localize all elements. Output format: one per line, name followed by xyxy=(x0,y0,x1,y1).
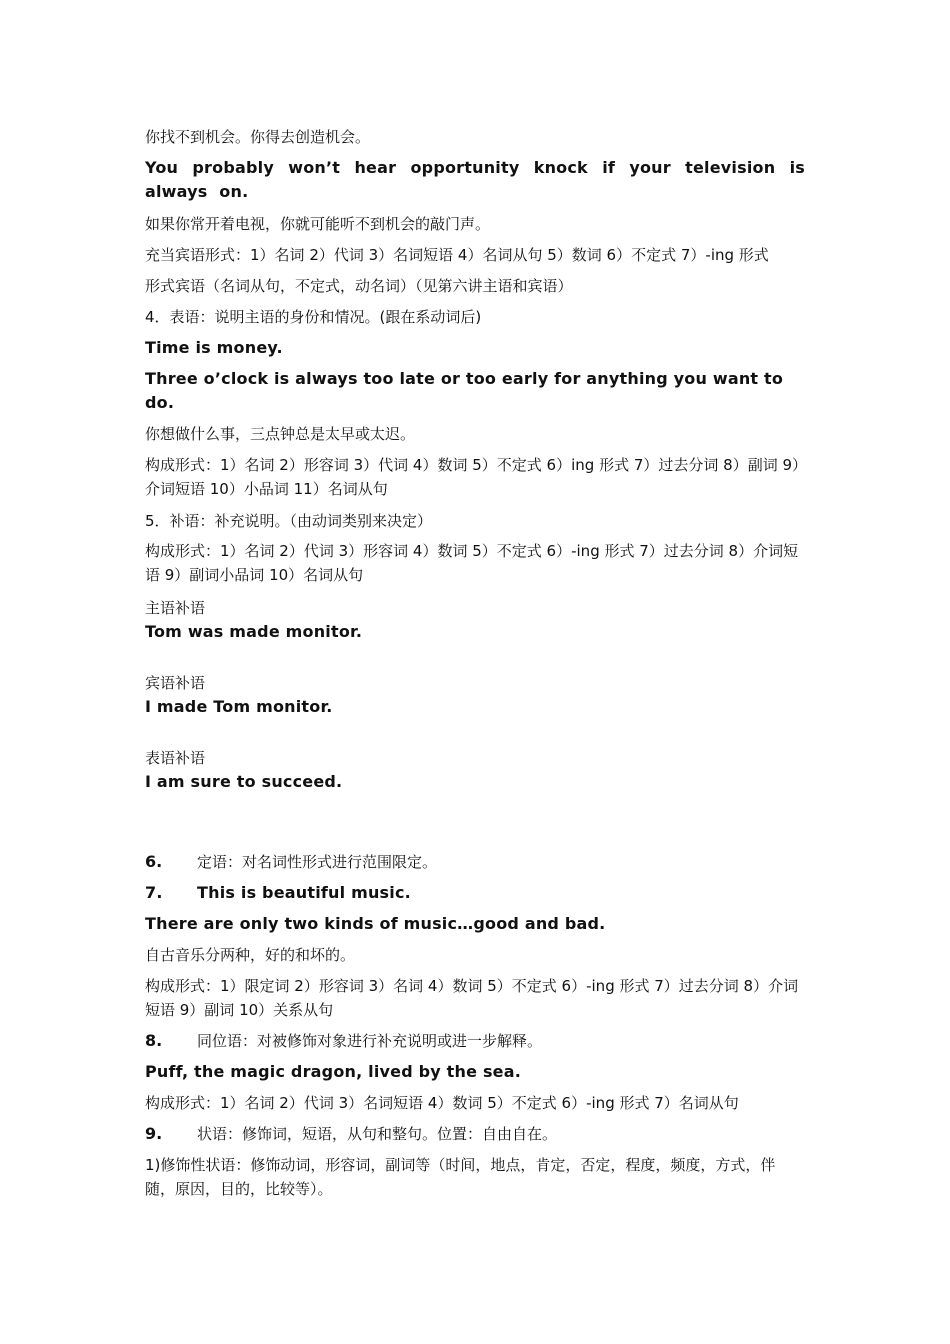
english-example: You probably won’t hear opportunity knock if your television is always on. xyxy=(145,158,805,201)
english-example: Tom was made monitor. xyxy=(145,622,363,641)
form-list: 充当宾语形式：1）名词 2）代词 3）名词短语 4）名词从句 5）数词 6）不定式 7）-ing 形式 xyxy=(145,246,769,264)
form-list: 构成形式：1）限定词 2）形容词 3）名词 4）数词 5）不定式 6）-ing 形式 7）过去分词 8）介词短语 9）副词 10）关系从句 xyxy=(145,977,799,1019)
subheading: 表语补语 xyxy=(145,749,206,767)
english-example: Three o’clock is always too late or too early for anything you want to do. xyxy=(145,369,784,412)
numbered-item xyxy=(145,850,805,874)
section-heading-complement: 5．补语：补充说明。（由动词类别来决定） xyxy=(145,512,433,530)
english-example: Time is money. xyxy=(145,338,283,357)
numbered-item xyxy=(145,1029,805,1053)
note-line: 形式宾语（名词从句，不定式，动名词）（见第六讲主语和宾语） xyxy=(145,277,573,295)
item-number: 8. xyxy=(145,1031,163,1050)
numbered-item xyxy=(145,881,805,905)
item-text: 同位语：对被修饰对象进行补充说明或进一步解释。 xyxy=(197,1032,543,1050)
chinese-translation: 你想做什么事，三点钟总是太早或太迟。 xyxy=(145,425,416,443)
item-text: 状语：修饰词，短语，从句和整句。位置：自由自在。 xyxy=(197,1125,558,1143)
chinese-translation: 你找不到机会。你得去创造机会。 xyxy=(145,128,371,146)
item-number: 6. xyxy=(145,852,163,871)
item-text: This is beautiful music. xyxy=(197,883,411,902)
section-heading-predicative: 4．表语：说明主语的身份和情况。(跟在系动词后) xyxy=(145,308,482,326)
english-example: I made Tom monitor. xyxy=(145,697,333,716)
numbered-item xyxy=(145,1122,805,1146)
english-example: I am sure to succeed. xyxy=(145,772,343,791)
subheading: 宾语补语 xyxy=(145,674,206,692)
form-list: 构成形式：1）名词 2）代词 3）名词短语 4）数词 5）不定式 6）-ing 形式 7）名词从句 xyxy=(145,1094,739,1112)
english-example: Puff, the magic dragon, lived by the sea. xyxy=(145,1062,521,1081)
item-number: 9. xyxy=(145,1124,163,1143)
item-text: 定语：对名词性形式进行范围限定。 xyxy=(197,853,438,871)
form-list: 构成形式：1）名词 2）形容词 3）代词 4）数词 5）不定式 6）ing 形式 7）过去分词 8）副词 9）介词短语 10）小品词 11）名词从句 xyxy=(145,456,800,498)
english-example: There are only two kinds of music…good and bad. xyxy=(145,914,606,933)
chinese-translation: 如果你常开着电视，你就可能听不到机会的敲门声。 xyxy=(145,215,491,233)
form-list: 构成形式：1）名词 2）代词 3）形容词 4）数词 5）不定式 6）-ing 形式 7）过去分词 8）介词短语 9）副词小品词 10）名词从句 xyxy=(145,542,799,584)
form-list: 1)修饰性状语：修饰动词，形容词，副词等（时间，地点，肯定，否定，程度，频度，方式，伴随，原因，目的，比较等）。 xyxy=(145,1156,776,1198)
item-number: 7. xyxy=(145,883,163,902)
chinese-translation: 自古音乐分两种，好的和坏的。 xyxy=(145,946,356,964)
subheading: 主语补语 xyxy=(145,599,206,617)
